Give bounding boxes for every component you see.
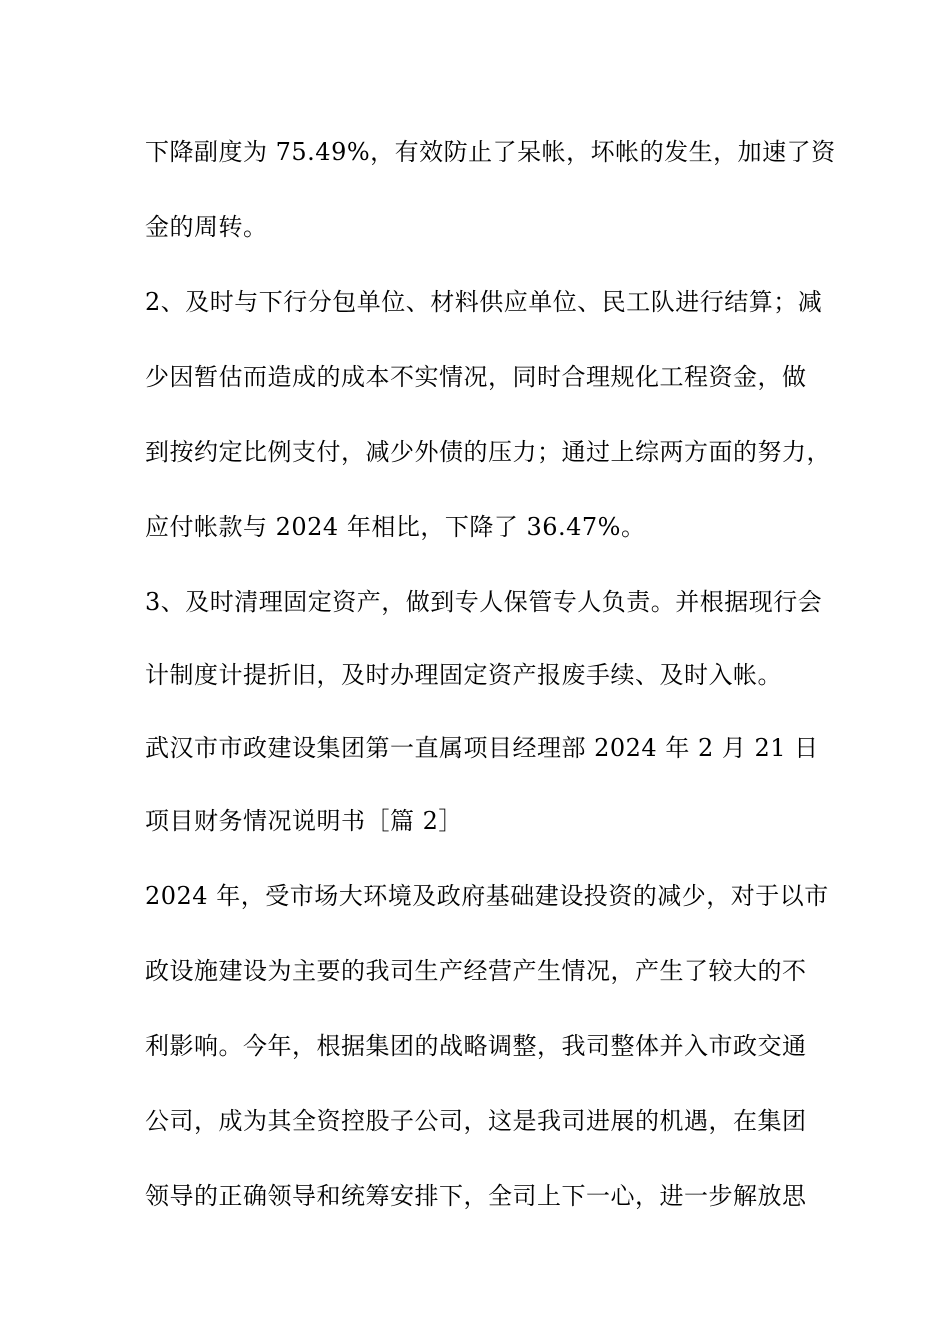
paragraph-line-8: 计制度计提折旧，及时办理固定资产报废手续、及时入帐。 — [145, 661, 782, 689]
signature-line: 武汉市市政建设集团第一直属项目经理部 2024 年 2 月 21 日 — [145, 734, 819, 762]
paragraph-line-11: 利影响。今年，根据集团的战略调整，我司整体并入市政交通 — [145, 1032, 807, 1060]
paragraph-line-3: 2、及时与下行分包单位、材料供应单位、民工队进行结算；减 — [145, 288, 823, 316]
paragraph-line-13: 领导的正确领导和统筹安排下，全司上下一心，进一步解放思 — [145, 1182, 807, 1210]
paragraph-line-4: 少因暂估而造成的成本不实情况，同时合理规化工程资金，做 — [145, 363, 807, 391]
paragraph-line-1: 下降副度为 75.49%，有效防止了呆帐，坏帐的发生，加速了资 — [145, 138, 836, 166]
paragraph-line-2: 金的周转。 — [145, 213, 268, 241]
paragraph-line-6: 应付帐款与 2024 年相比，下降了 36.47%。 — [145, 513, 646, 541]
paragraph-line-5: 到按约定比例支付，减少外债的压力；通过上综两方面的努力， — [145, 438, 831, 466]
paragraph-line-10: 政设施建设为主要的我司生产经营产生情况，产生了较大的不 — [145, 957, 807, 985]
paragraph-line-12: 公司，成为其全资控股子公司，这是我司进展的机遇，在集团 — [145, 1107, 807, 1135]
paragraph-line-7: 3、及时清理固定资产，做到专人保管专人负责。并根据现行会 — [145, 588, 823, 616]
section-heading: 项目财务情况说明书［篇 2］ — [145, 807, 463, 835]
paragraph-line-9: 2024 年，受市场大环境及政府基础建设投资的减少，对于以市 — [145, 882, 829, 910]
